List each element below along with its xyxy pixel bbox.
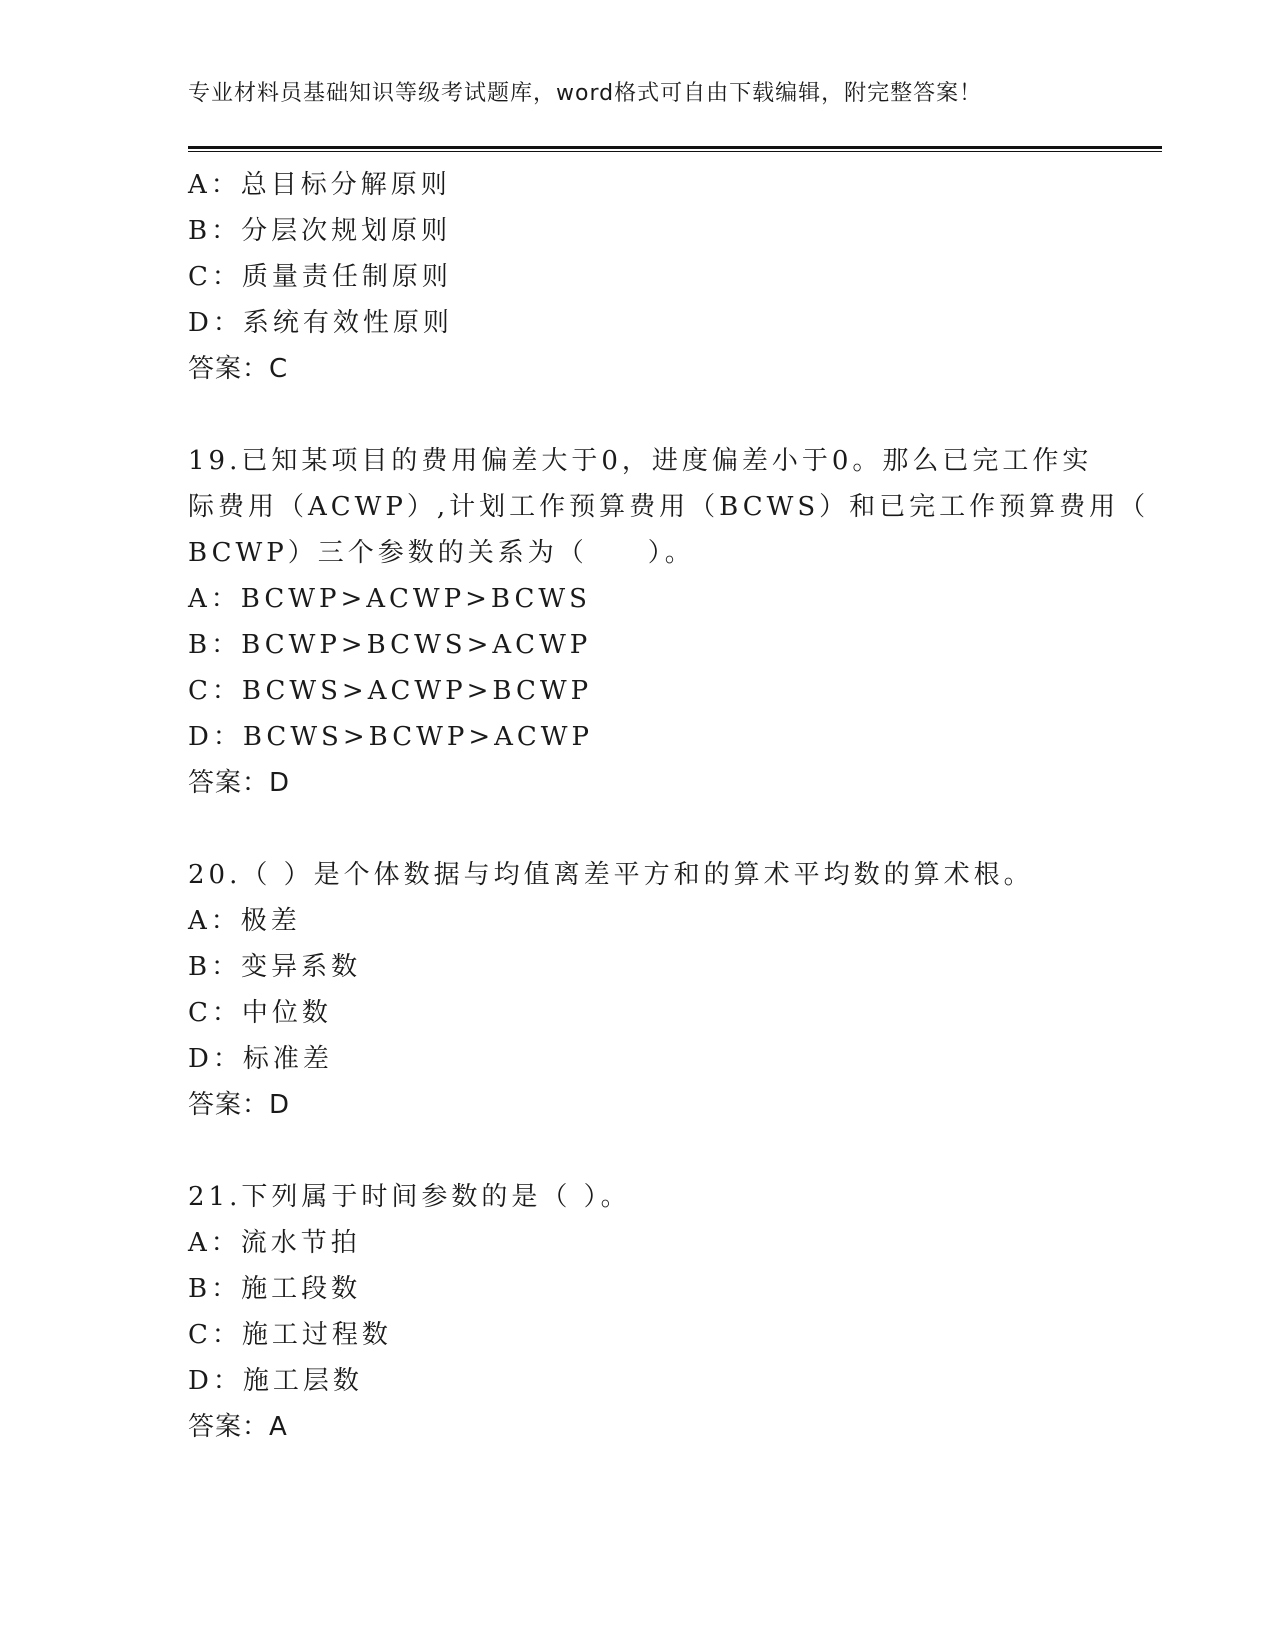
answer: 答案：C [188,354,289,384]
question-19 [188,438,1150,806]
option-b: B：分层次规划原则 [188,216,452,246]
answer: 答案：D [188,1090,291,1120]
option-a: A：总目标分解原则 [188,170,451,200]
option-a: A：极差 [188,906,301,936]
question-21 [188,1174,1088,1450]
question-18 [188,162,1088,392]
option-d: D：施工层数 [188,1366,363,1396]
option-b: B：变异系数 [188,952,362,982]
answer: 答案：A [188,1412,288,1442]
question-20 [188,852,1088,1128]
answer: 答案：D [188,768,291,798]
option-c: C：施工过程数 [188,1320,392,1350]
spacer [188,392,1088,438]
option-b: B：BCWP>BCWS>ACWP [188,630,592,660]
header-rule-thick [188,146,1162,149]
option-d: D：标准差 [188,1044,333,1074]
option-c: C：质量责任制原则 [188,262,452,292]
option-b: B：施工段数 [188,1274,362,1304]
option-c: C：中位数 [188,998,332,1028]
question-stem-line-2: 际费用（ACWP）,计划工作预算费用（BCWS）和已完工作预算费用（ [188,492,1150,522]
option-d: D：BCWS>BCWP>ACWP [188,722,594,752]
option-a: A：流水节拍 [188,1228,361,1258]
header-rule-thin [188,151,1162,152]
question-stem-line-3: BCWP）三个参数的关系为（ ）。 [188,538,695,568]
question-stem-line-1: 19.已知某项目的费用偏差大于0，进度偏差小于0。那么已完工作实 [188,446,1093,476]
spacer [188,1128,1088,1174]
option-d: D：系统有效性原则 [188,308,453,338]
question-stem-line-1: 21.下列属于时间参数的是（ ）。 [188,1182,631,1212]
option-a: A：BCWP>ACWP>BCWS [188,584,591,614]
spacer [188,806,1088,852]
question-stem-line-1: 20.（ ）是个体数据与均值离差平方和的算术平均数的算术根。 [188,860,1034,890]
option-c: C：BCWS>ACWP>BCWP [188,676,593,706]
page-header: 专业材料员基础知识等级考试题库，word格式可自由下载编辑，附完整答案！ [188,81,983,106]
question-list [188,162,1150,1450]
